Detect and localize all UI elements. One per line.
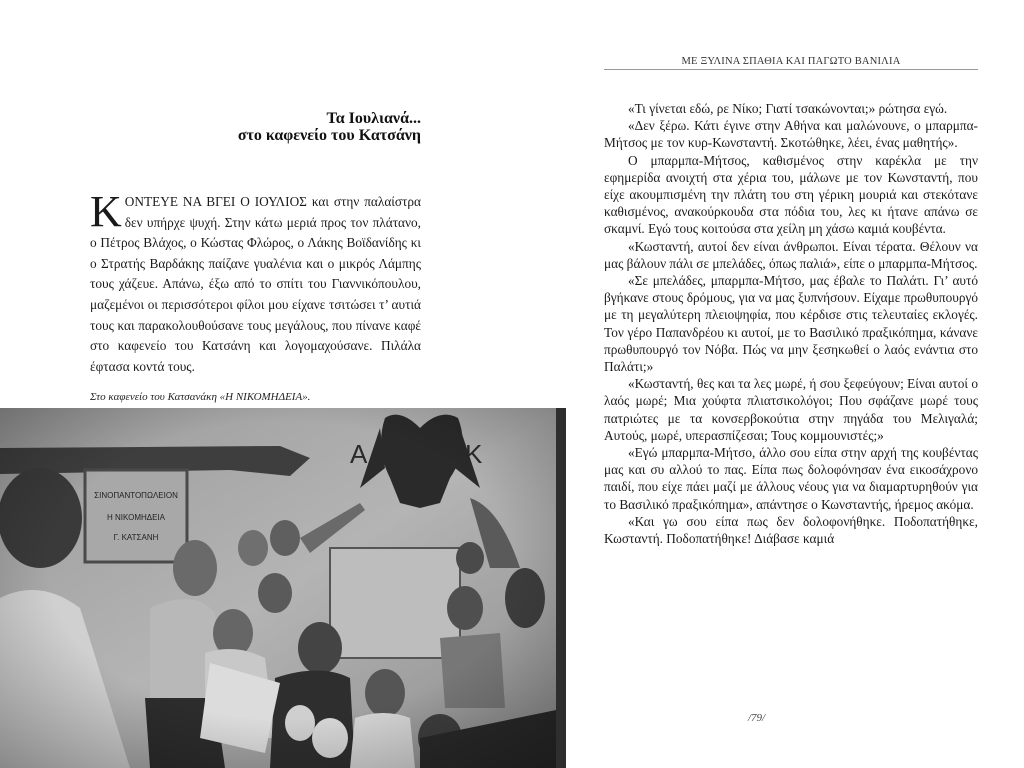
chapter-title-line-2: στο καφενείο του Κατσάνη — [237, 127, 421, 144]
paragraph: «Κωσταντή, θες και τα λες μωρέ, ή σου ξεφεύγουν; Είναι αυτοί ο λαός μωρέ; Μια χούφτα πλιατσικολόγοι; Που σφάζανε μωρέ τους πατριώτες με τα κονσερβοκούτια στην πηγάδα του Μελιγαλά; Αυτούς, μωρέ, υπερασπίζεσαι; Τους κομμουνιστές;» — [604, 376, 978, 443]
page-number: /79/ — [748, 712, 766, 724]
chapter-title-line-1: Τα Ιουλιανά... — [326, 110, 421, 127]
opening-small-caps: ΟΝΤΕΥΕ ΝΑ ΒΓΕΙ Ο ΙΟΥΛΙΟΣ — [124, 194, 307, 209]
running-head-rule — [604, 69, 978, 70]
paragraph: «Δεν ξέρω. Κάτι έγινε στην Αθήνα και μαλώνουνε, ο μπαρμπα-Μήτσος με τον κυρ-Κωνσταντή. Σκοτώθηκε, λέει, ένας μαθητής». — [604, 118, 978, 151]
paragraph: «Κωσταντή, αυτοί δεν είναι άνθρωποι. Είναι τέρατα. Θέλουν να μας βάλουν πάλι σε μπελάδες, όπως παλιά», είπε ο μπαρμπα-Μήτσος. — [604, 238, 978, 271]
cafe-photograph — [0, 408, 566, 768]
paragraph: «Τι γίνεται εδώ, ρε Νίκο; Γιατί τσακώνονται;» ρώτησα εγώ. — [628, 101, 948, 116]
photo-caption: Στο καφενείο του Κατσανάκη «Η ΝΙΚΟΜΗΔΕΙΑ». — [90, 391, 311, 403]
running-head: ΜΕ ΞΥΛΙΝΑ ΣΠΑΘΙΑ ΚΑΙ ΠΑΓΩΤΟ ΒΑΝΙΛΙΑ — [681, 56, 901, 67]
paragraph: «Σε μπελάδες, μπαρμπα-Μήτσο, μας έβαλε το Παλάτι. Γι’ αυτό βγήκανε στους δρόμους, για να μας ξυπνήσουν. Είχαμε πρωθυπουργό με τη μεγαλύτερη πλειοψηφία, που κέρδισε στις τελευταίες εκλογές. Τον γέρο Παπανδρέου κι αυτοί, με το Βασιλικό πραξικόπημα, κάνανε πρωθυπουργό τον Νόβα. Πώς να μην ξεσηκωθεί ο λαός ενάντια στο Παλάτι;» — [604, 273, 978, 375]
chapter-title — [238, 110, 421, 144]
paragraph: «Εγώ μπαρμπα-Μήτσο, άλλο σου είπα στην αρχή της κουβέντας μας και συ αλλού το πας. Είπα πως δολοφόνησαν ένα εικοσάχρονο παιδί, που είχε πάει μαζί με άλλους νέους για να διαμαρτυρηθούν για το Βασιλικό πραξικόπημα», απάντησε ο Κωνσταντής, ήρεμος ακόμα. — [604, 445, 978, 512]
opening-text: και στην παλαίστρα δεν υπήρχε ψυχή. Στην κάτω μεριά προς τον πλάτανο, ο Πέτρος Βλάχος, ο Κώστας Φλώρος, ο Λάκης Βοϊδανίδης κι ο Στρατής Βαρδάκης παίζανε γυαλένια και ο μικρός Λάμπης τους χάζευε. Απάνω, έξω από το σπίτι του Γιαννικόπουλου, μαζεμένοι οι περισσότεροι φίλοι μου είχανε τσιτώσει τ’ αυτιά τους και παρακολουθούσανε τους μεγάλους, που πίνανε καφέ στο καφενείο του Κατσάνη και λογομαχούσανε. Πιλάλα έφτασα κοντά τους. — [90, 194, 421, 374]
drop-cap: Κ — [90, 187, 122, 236]
right-page — [512, 0, 1024, 768]
right-body-text — [604, 100, 978, 547]
opening-paragraph — [90, 187, 421, 377]
paragraph: «Και γω σου είπα πως δεν δολοφονήθηκε. Ποδοπατήθηκε, Κωσταντή. Ποδοπατήθηκε! Διάβασε καμιά — [604, 513, 978, 547]
paragraph: Ο μπαρμπα-Μήτσος, καθισμένος στην καρέκλα με την εφημερίδα ανοιχτή στα χέρια του, μάλωνε με τον Κωνσταντή, που είχε ακουμπισμένη την πλάτη του στη γέρικη μουριά και στεκότανε καθισμένος, ανακούρκουδα στα πόδια του, λες κι ήτανε απάνω σε σκαμνί. Εγώ τους κοιτούσα στα χείλη μη χάσω καμιά κουβέντα. — [604, 152, 978, 237]
